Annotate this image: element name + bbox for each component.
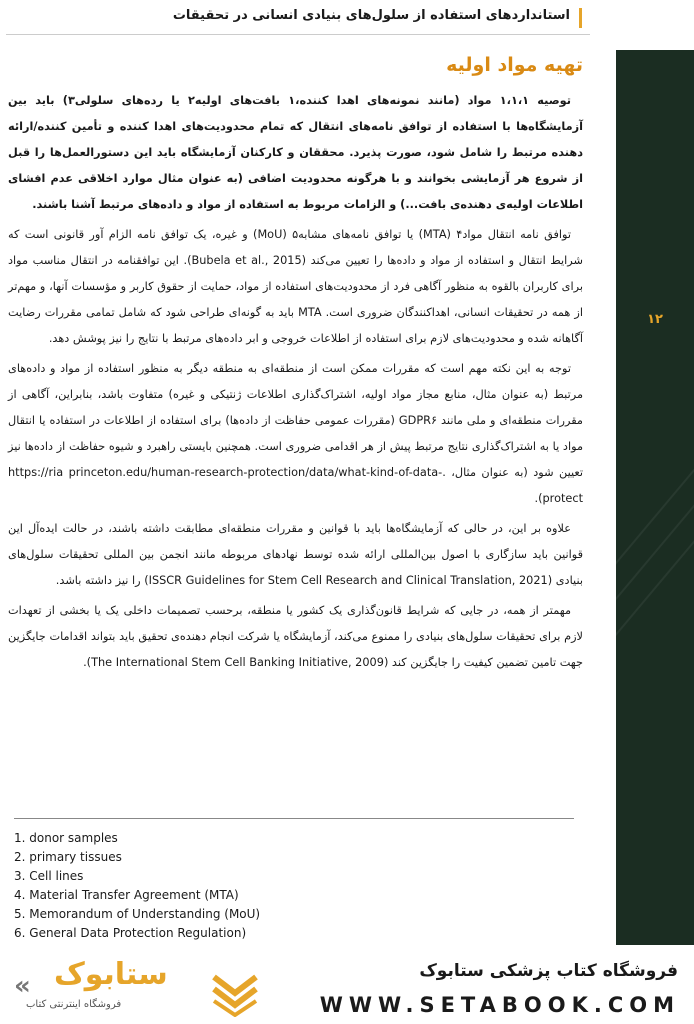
recommendation-paragraph: توصیه ۱،۱،۱ مواد (مانند نمونه‌های اهدا کننده،۱ بافت‌های اولیه۲ یا رده‌های سلولی۳) باید بین آزمایشگاه‌ها با استفاده از توافق نامه‌های انتقال که تمام محدودیت‌های اهدا کننده و تأمین کننده/ارائه دهنده مرتبط را شامل شود، صورت پذیرد. محققان و کارکنان آزمایشگاه باید این دستورالعمل‌ها را قبل از شروع هر آزمایشی بخوانند و با هرگونه محدودیت اضافی (به عنوان مثال موارد اخلاقی عدم افشای اطلاعات اولیه‌ی دهنده‌ی بافت...) و الزامات مربوط به استفاده از مواد و داده‌های مرتبط آشنا باشند.: [8, 94, 583, 211]
body-paragraph: توافق نامه انتقال مواد۴ (MTA) یا توافق نامه‌های مشابه۵ (MoU) و غیره، یک توافق نامه الزام آور قانونی است که شرایط انتقال و استفاده از مواد و داده‌ها را تعیین می‌کند (Bubela et al., 2015). این توافقنامه در انتقال مناسب مواد برای کاربران بالقوه به منظور آگاهی فرد از محدودیت‌های استفاده از مواد، حمایت از حقوق کاربر و مؤسسات آنها، و مهم‌تر از همه در تحقیقات انسانی، اهداکنندگان ضروری است. MTA باید به گونه‌ای طراحی شود که شامل تمامی مقررات رضایت آگاهانه شده و محدودیت‌های لازم برای استفاده از اطلاعات خروجی و ابر داده‌های مرتبط با نتایج را نیز پوشش دهد.: [8, 228, 583, 345]
footnotes: [14, 818, 574, 943]
sidebar-stripe: [616, 50, 694, 945]
logo-wordmark: ستابوک: [54, 957, 168, 992]
footnote-2: 2. primary tissues: [14, 850, 122, 864]
header-divider: [6, 34, 590, 35]
body-paragraph: مهمتر از همه، در جایی که شرایط قانون‌گذاری یک کشور یا منطقه، برحسب تصمیمات داخلی یک یا بخشی از تعهدات لازم برای تحقیقات سلول‌های بنیادی را ممنوع می‌کند، آزمایشگاه یا شرکت انجام دهنده‌ی تحقیق باید بتواند اقدامات جایگزین جهت تامین تضمین کیفیت را جایگزین کند (The International Stem Cell Banking Initiative, 2009).: [8, 604, 583, 669]
main-content: [8, 40, 583, 680]
store-logo[interactable]: [14, 955, 264, 1019]
header-accent-bar: [579, 8, 582, 28]
section-title: تهیه مواد اولیه: [446, 54, 583, 76]
footnote-1: 1. donor samples: [14, 831, 118, 845]
footnote-5: 5. Memorandum of Understanding (MoU): [14, 907, 261, 921]
store-name: فروشگاه کتاب پزشکی ستابوک: [419, 961, 678, 981]
side-band: [616, 50, 694, 945]
body-paragraph: علاوه بر این، در حالی که آزمایشگاه‌ها باید با قوانین و مقررات منطقه‌ای مطابقت داشته باشند، در حالت ایده‌آل این قوانین باید سازگاری با اصول بین‌المللی ارائه شده توسط نهادهای مربوطه مانند انجمن بین المللی تحقیقات سلول‌های بنیادی (ISSCR Guidelines for Stem Cell Research and Clinical Translation, 2021) را نیز داشته باشد.: [8, 522, 583, 587]
running-header: [0, 0, 590, 36]
footnote-4: 4. Material Transfer Agreement (MTA): [14, 888, 239, 902]
header-title: استانداردهای استفاده از سلول‌های بنیادی انسانی در تحقیقات: [172, 8, 570, 23]
footnote-6: 6. General Data Protection Regulation): [14, 926, 247, 940]
footer-banner: [0, 945, 694, 1024]
store-url[interactable]: WWW.SETABOOK.COM: [319, 993, 680, 1017]
footnote-3: 3. Cell lines: [14, 869, 84, 883]
logo-subtitle: فروشگاه اینترنتی کتاب: [26, 999, 122, 1010]
sidebar-stripe: [616, 50, 694, 945]
double-chevron-icon: «: [14, 971, 31, 1001]
sidebar-stripe: [616, 50, 694, 945]
page-number: ۱۲: [647, 312, 663, 327]
body-paragraph: توجه به این نکته مهم است که مقررات ممکن است از منطقه‌ای به منطقه دیگر به منظور استفاده از مواد و داده‌های مرتبط (به عنوان مثال، منابع مجاز مواد اولیه، اشتراک‌گذاری اطلاعات ژنتیکی و غیره) متفاوت باشد، بنابراین، آگاهی از مقررات منطقه‌ای و ملی مانند GDPR۶ (مقررات عمومی حفاظت از داده‌ها) برای استفاده از اطلاعات در استفاده یا انتقال مواد یا به اشتراک‌گذاری نتایج مرتبط پیش از هر اقدامی ضروری است. همچنین بایستی راهبرد و شیوه حفاظت از داده‌ها نیز تعیین شود (به عنوان مثال، .https://ria princeton.edu/human-research-protection/data/what-kind-of-data-protect).: [8, 362, 583, 505]
book-emblem-icon: [210, 967, 260, 1017]
